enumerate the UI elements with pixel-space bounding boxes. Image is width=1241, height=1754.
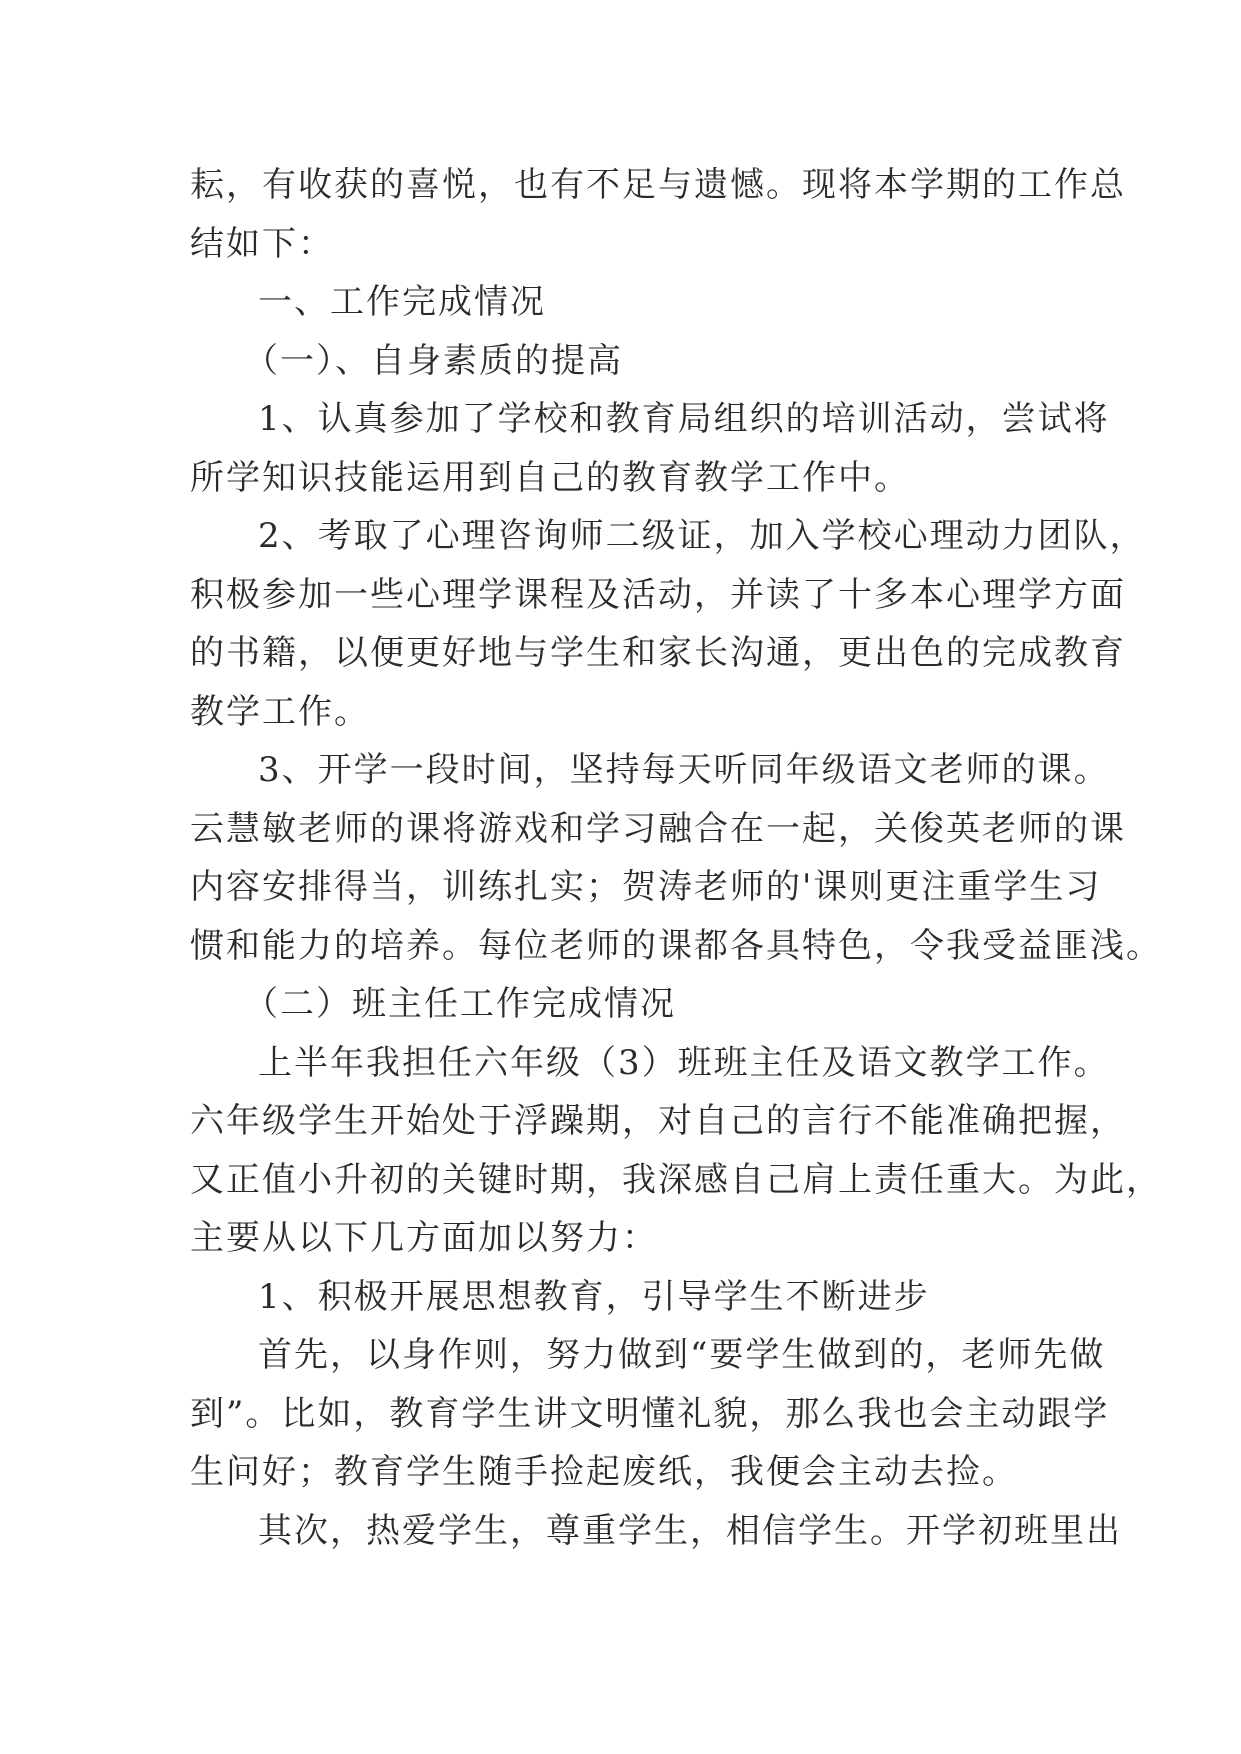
document-body bbox=[190, 156, 1162, 1560]
text-line: 生问好；教育学生随手捡起废纸，我便会主动去捡。 bbox=[190, 1452, 1018, 1492]
text-line: 的书籍，以便更好地与学生和家长沟通，更出色的完成教育 bbox=[190, 633, 1126, 673]
text-line: 主要从以下几方面加以努力： bbox=[190, 1218, 658, 1258]
text-line: 首先，以身作则，努力做到“要学生做到的，老师先做 bbox=[258, 1335, 1106, 1375]
text-line: 积极参加一些心理学课程及活动，并读了十多本心理学方面 bbox=[190, 574, 1126, 615]
text-line: 到”。比如，教育学生讲文明懂礼貌，那么我也会主动跟学 bbox=[190, 1393, 1110, 1434]
text-line: 所学知识技能运用到自己的教育教学工作中。 bbox=[190, 457, 910, 498]
text-line: 上半年我担任六年级（3）班班主任及语文教学工作。 bbox=[258, 1042, 1110, 1083]
text-line: 惯和能力的培养。每位老师的课都各具特色，令我受益匪浅。 bbox=[190, 925, 1162, 966]
text-line: 1、认真参加了学校和教育局组织的培训活动，尝试将 bbox=[258, 399, 1110, 439]
text-line: 六年级学生开始处于浮躁期，对自己的言行不能准确把握， bbox=[190, 1101, 1126, 1141]
text-line: 其次，热爱学生，尊重学生，相信学生。开学初班里出 bbox=[258, 1510, 1122, 1551]
section-heading: 一、工作完成情况 bbox=[258, 282, 546, 322]
subsection-heading: （二）班主任工作完成情况 bbox=[244, 984, 676, 1024]
text-line: 教学工作。 bbox=[190, 691, 370, 732]
text-line: 云慧敏老师的课将游戏和学习融合在一起，关俊英老师的课 bbox=[190, 808, 1126, 849]
subsection-heading: （一）、自身素质的提高 bbox=[244, 340, 623, 381]
item-heading: 1、积极开展思想教育，引导学生不断进步 bbox=[258, 1276, 930, 1317]
text-line: 结如下： bbox=[190, 223, 334, 264]
text-line: 2、考取了心理咨询师二级证，加入学校心理动力团队， bbox=[258, 516, 1146, 556]
text-line: 又正值小升初的关键时期，我深感自己肩上责任重大。为此， bbox=[190, 1159, 1162, 1200]
text-line: 耘，有收获的喜悦，也有不足与遗憾。现将本学期的工作总 bbox=[190, 165, 1126, 205]
text-line: 3、开学一段时间，坚持每天听同年级语文老师的课。 bbox=[258, 750, 1110, 790]
text-line: 内容安排得当，训练扎实；贺涛老师的'课则更注重学生习 bbox=[190, 867, 1102, 907]
